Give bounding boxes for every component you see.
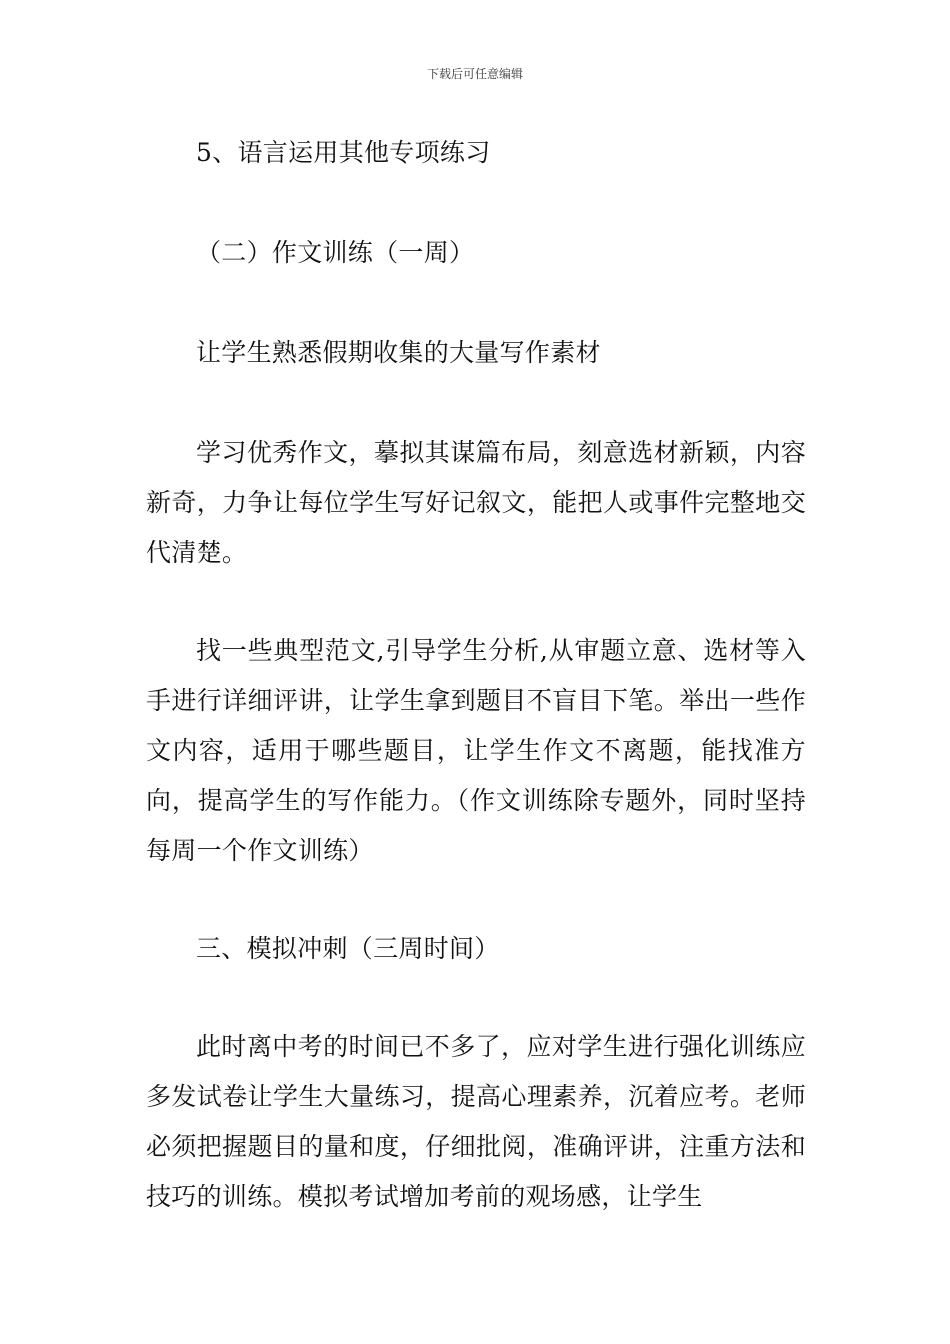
list-item-language-practice: 5、语言运用其他专项练习 [196,138,491,167]
paragraph-mock-exams: 此时离中考的时间已不多了，应对学生进行强化训练应多发试卷让学生大量练习，提高心理素养，沉着应考。老师必须把握题目的量和度，仔细批阅，准确评讲，注重方法和技巧的训练。模拟考试增加考前的观场感，让学生 [146,1032,806,1211]
section-heading-composition: （二）作文训练（一周） [196,238,475,267]
paragraph-excellent-essays: 学习优秀作文，摹拟其谋篇布局，刻意选材新颖，内容新奇，力争让每位学生写好记叙文，能把人或事件完整地交代清楚。 [146,438,806,567]
document-body [146,128,806,1222]
paragraph-materials: 让学生熟悉假期收集的大量写作素材 [196,338,601,367]
section-heading-mock-sprint: 三、模拟冲刺（三周时间） [196,934,500,963]
page-header: 下载后可任意编辑 [426,67,523,81]
paragraph-model-essays: 找一些典型范文,引导学生分析,从审题立意、选材等入手进行详细评讲，让学生拿到题目不盲目下笔。举出一些作文内容，适用于哪些题目，让学生作文不离题，能找准方向，提高学生的写作能力。（作文训练除专题外，同时坚持每周一个作文训练） [146,636,806,865]
